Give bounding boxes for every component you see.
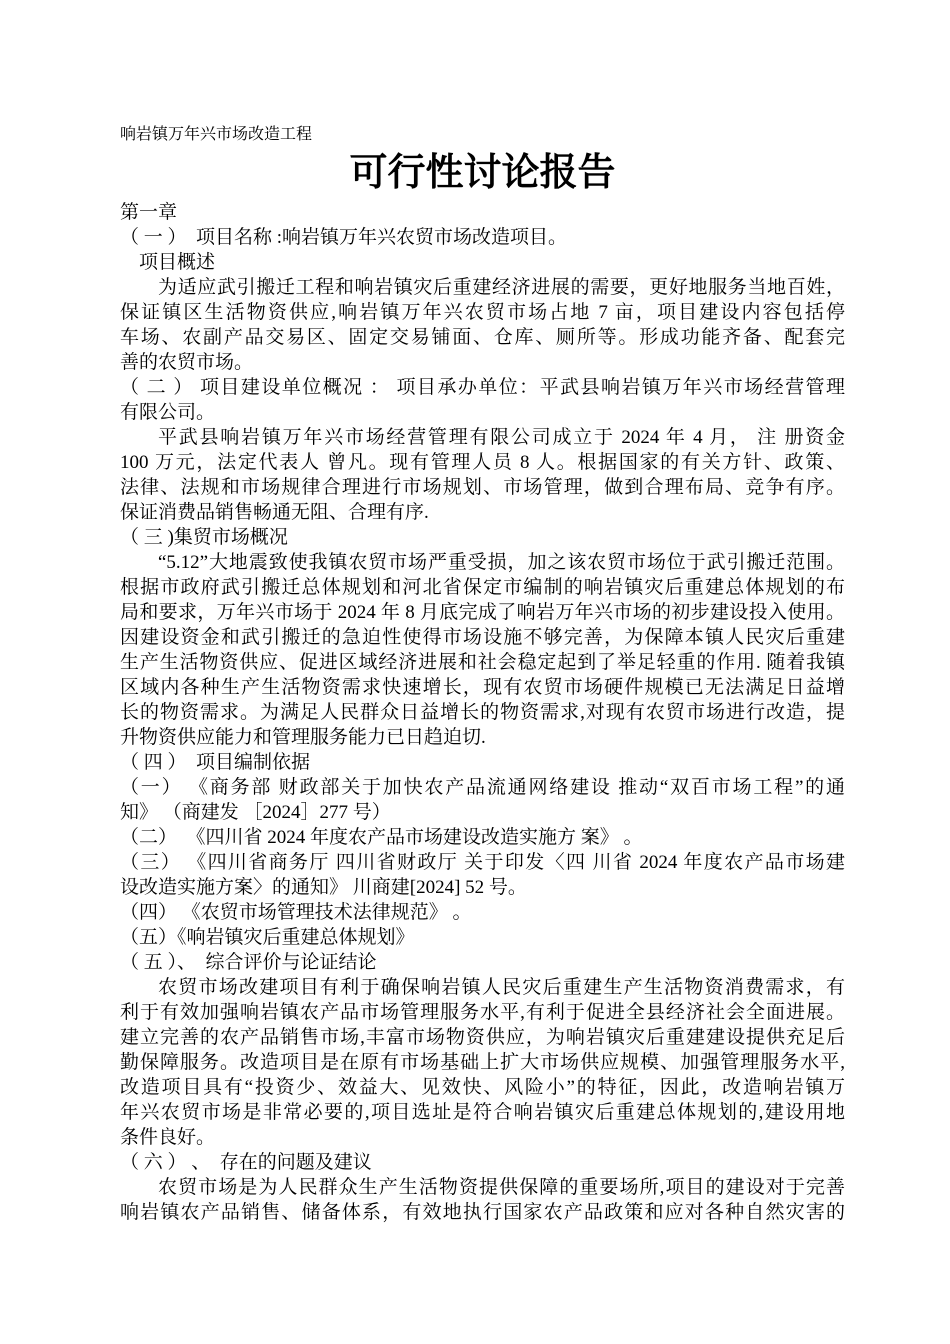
document-line-heading: （ 三 )集贸市场概况 xyxy=(120,527,288,548)
document-line: 区域内各种生产生活物资需求快速增长，现有农贸市场硬件规模已无法满足日益增 xyxy=(120,677,845,698)
document-line: 为适应武引搬迁工程和响岩镇灾后重建经济进展的需要，更好地服务当地百姓， xyxy=(158,277,845,298)
document-line: 长的物资需求。为满足人民群众日益增长的物资需求,对现有农贸市场进行改造，提 xyxy=(120,702,845,723)
document-line: 利于有效加强响岩镇农产品市场管理服务水平,有利于促进全县经济社会全面进展。 xyxy=(120,1002,845,1023)
document-line-heading: 项目概述 xyxy=(139,252,216,273)
document-line-heading: （ 四 ） 项目编制依据 xyxy=(120,752,311,773)
document-line: 法律、法规和市场规律合理进行市场规划、市场管理，做到合理布局、竞争有序。 xyxy=(120,477,845,498)
document-line: 保证消费品销售畅通无阻、合理有序. xyxy=(120,502,429,523)
document-line: 车场、农副产品交易区、固定交易铺面、仓库、厕所等。形成功能齐备、配套完 xyxy=(120,327,845,348)
document-line: 勤保障服务。改造项目是在原有市场基础上扩大市场供应规模、加强管理服务水平, xyxy=(120,1052,845,1073)
document-line: 根据市政府武引搬迁总体规划和河北省保定市编制的响岩镇灾后重建总体规划的布 xyxy=(120,577,845,598)
document-line: 生产生活物资供应、促进区域经济进展和社会稳定起到了举足轻重的作用. 随着我镇 xyxy=(120,652,845,673)
document-line: 100 万元，法定代表人 曾凡。现有管理人员 8 人。根据国家的有关方针、政策、 xyxy=(120,452,845,473)
document-line-heading: （ 六 ） 、 存在的问题及建议 xyxy=(120,1152,372,1173)
document-line: 有限公司。 xyxy=(120,402,216,423)
document-title: 可行性讨论报告 xyxy=(349,152,616,194)
document-line: 响岩镇农产品销售、储备体系，有效地执行国家农产品政策和应对各种自然灾害的 xyxy=(120,1202,845,1223)
document-line: 升物资供应能力和管理服务能力已日趋迫切. xyxy=(120,727,486,748)
document-line: （五）《响岩镇灾后重建总体规划》 xyxy=(120,927,415,948)
document-line: （三） 《四川省商务厅 四川省财政厅 关于印发〈四 川省 2024 年度农产品市场建 xyxy=(120,852,845,873)
document-header-note: 响岩镇万年兴市场改造工程 xyxy=(120,126,313,143)
document-line: “5.12”大地震致使我镇农贸市场严重受损，加之该农贸市场位于武引搬迁范围。 xyxy=(158,552,845,573)
document-line: 建立完善的农产品销售市场,丰富市场物资供应，为响岩镇灾后重建建设提供充足后 xyxy=(120,1027,845,1048)
document-line-chapter: 第一章 xyxy=(120,202,178,223)
document-line: 条件良好。 xyxy=(120,1127,216,1148)
document-line: 平武县响岩镇万年兴市场经营管理有限公司成立于 2024 年 4 月， 注 册资金 xyxy=(158,427,845,448)
document-line: 因建设资金和武引搬迁的急迫性使得市场设施不够完善，为保障本镇人民灾后重建 xyxy=(120,627,845,648)
document-line: （一） 《商务部 财政部关于加快农产品流通网络建设 推动“双百市场工程”的通 xyxy=(120,777,845,798)
document-line: 农贸市场是为人民群众生产生活物资提供保障的重要场所,项目的建设对于完善 xyxy=(158,1177,845,1198)
document-line: 设改造实施方案〉的通知》 川商建[2024] 52 号。 xyxy=(120,877,527,898)
document-line: 改造项目具有“投资少、效益大、见效快、风险小”的特征，因此，改造响岩镇万 xyxy=(120,1077,845,1098)
document-line-heading: （ 一 ） 项目名称 :响岩镇万年兴农贸市场改造项目。 xyxy=(120,227,568,248)
document-line: 善的农贸市场。 xyxy=(120,352,254,373)
document-line: （四） 《农贸市场管理技术法律规范》 。 xyxy=(120,902,472,923)
document-line-heading: （ 五 ）、 综合评价与论证结论 xyxy=(120,952,377,973)
document-line: 局和要求，万年兴市场于 2024 年 8 月底完成了响岩万年兴市场的初步建设投入使用。 xyxy=(120,602,845,623)
document-line: 年兴农贸市场是非常必要的,项目选址是符合响岩镇灾后重建总体规划的,建设用地 xyxy=(120,1102,845,1123)
document-line: 保证镇区生活物资供应,响岩镇万年兴农贸市场占地 7 亩，项目建设内容包括停 xyxy=(120,302,845,323)
document-line: 农贸市场改建项目有利于确保响岩镇人民灾后重建生产生活物资消费需求，有 xyxy=(158,977,845,998)
document-line: 知》 （商建发 ［2024］277 号） xyxy=(120,802,391,823)
document-line-heading: （ 二 ） 项目建设单位概况 ： 项目承办单位：平武县响岩镇万年兴市场经营管理 xyxy=(120,377,845,398)
document-line: （二） 《四川省 2024 年度农产品市场建设改造实施方 案》 。 xyxy=(120,827,643,848)
